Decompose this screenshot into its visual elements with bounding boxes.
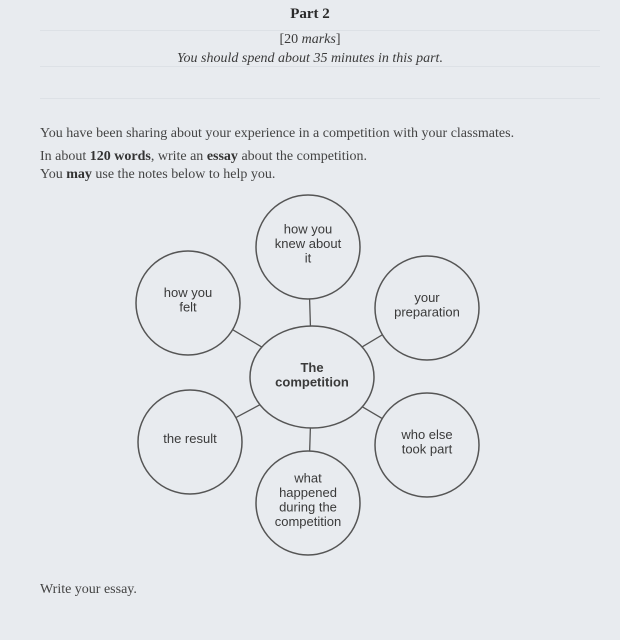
node-bottom-text: competition bbox=[274, 513, 342, 529]
node-bottom-right-text: who else bbox=[401, 426, 453, 442]
write-essay-prompt: Write your essay. bbox=[40, 582, 137, 597]
node-top-right-text: your bbox=[414, 289, 440, 305]
marks-suffix: ] bbox=[335, 32, 341, 47]
t: You bbox=[40, 167, 67, 182]
node-bottom-text: during the bbox=[279, 499, 337, 515]
connector-bottom-right bbox=[362, 407, 382, 419]
node-bottom-text: happened bbox=[279, 484, 337, 500]
node-top-text: how you bbox=[283, 221, 333, 237]
t: use the notes below to help you. bbox=[91, 167, 276, 182]
connector-top bbox=[310, 299, 311, 326]
t: , write an bbox=[150, 149, 207, 164]
marks-prefix: [20 bbox=[279, 32, 302, 47]
node-bottom-left-text: the result bbox=[163, 431, 217, 446]
node-top-left-text: felt bbox=[179, 299, 197, 315]
word-count: 120 words bbox=[89, 149, 151, 164]
instruction-line-1: You have been sharing about your experience in a competition with your classmates. bbox=[40, 126, 515, 141]
node-top-text: knew about bbox=[274, 236, 342, 251]
node-top-right-text: preparation bbox=[394, 304, 460, 320]
part-title: Part 2 bbox=[290, 6, 330, 22]
connector-bottom bbox=[310, 428, 311, 451]
may-word: may bbox=[66, 167, 92, 182]
t: In about bbox=[40, 149, 90, 164]
t: about the competition. bbox=[237, 149, 368, 164]
essay-word: essay bbox=[206, 149, 238, 164]
node-top-left-text: how you bbox=[163, 284, 213, 300]
connector-top-right bbox=[362, 335, 382, 347]
node-top-text: it bbox=[304, 250, 312, 266]
time-note: You should spend about 35 minutes in this part. bbox=[177, 51, 443, 66]
connector-top-left bbox=[233, 330, 262, 347]
node-bottom-text: what bbox=[294, 470, 322, 486]
center-node-text: The bbox=[300, 359, 324, 375]
connector-bottom-left bbox=[236, 405, 260, 418]
center-node-text: competition bbox=[275, 374, 349, 390]
node-bottom-right-text: took part bbox=[401, 441, 453, 457]
marks-word: marks bbox=[301, 32, 336, 47]
